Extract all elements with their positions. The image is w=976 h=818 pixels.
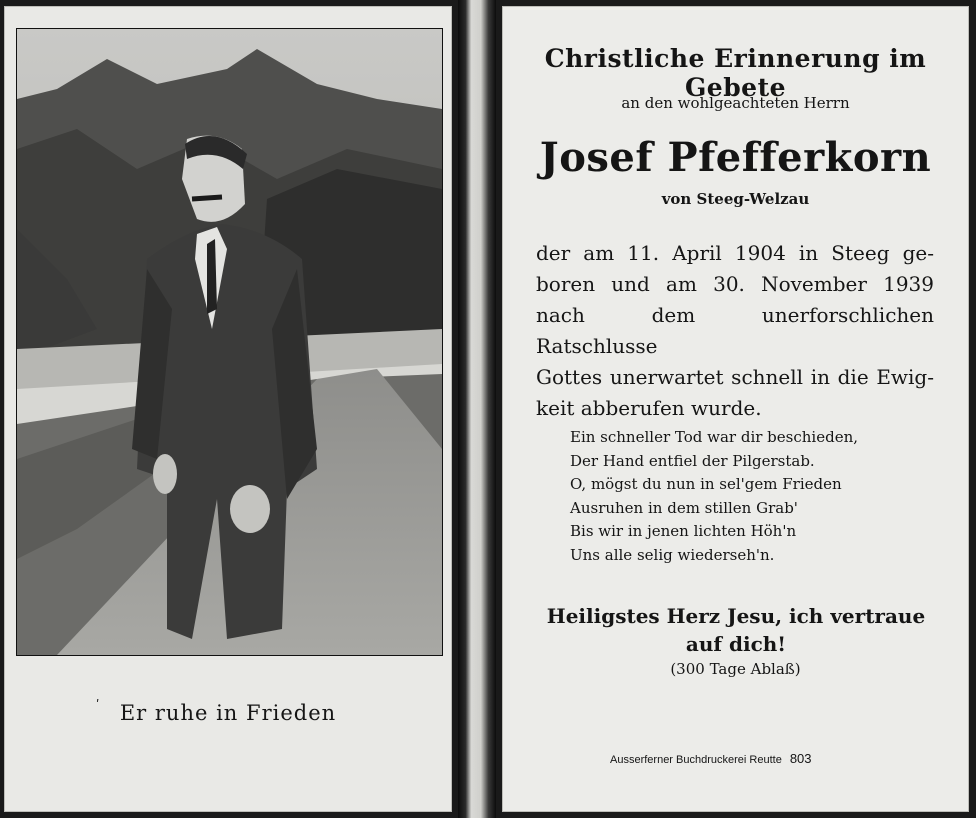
prayer <box>536 602 936 658</box>
stray-mark: ʹ <box>96 698 100 712</box>
indulgence-note: (300 Tage Ablaß) <box>670 660 801 678</box>
memorial-poem <box>570 426 858 568</box>
deceased-origin: von Steeg-Welzau <box>661 190 810 208</box>
prayer-line: Heiligstes Herz Jesu, ich vertraue <box>546 604 926 628</box>
poem-line: Uns alle selig wiederseh'n. <box>570 545 775 564</box>
dedication-line: an den wohlgeachteten Herrn <box>621 94 850 112</box>
printer-name: Ausserferner Buchdruckerei Reutte <box>610 754 782 766</box>
bio-line: keit abberufen wurde. <box>536 396 762 420</box>
deceased-name: Josef Pfefferkorn <box>539 134 932 181</box>
card-fold-gutter <box>458 0 496 818</box>
prayer-line: auf dich! <box>685 632 787 656</box>
poem-line: Ein schneller Tod war dir beschieden, <box>570 428 859 446</box>
bio-line: der am 11. April 1904 in Steeg ge- <box>536 241 934 265</box>
poem-line: Bis wir in jenen lichten Höh'n <box>570 522 797 541</box>
caption-rest-in-peace: Er ruhe in Frieden <box>119 701 337 725</box>
poem-line: O, mögst du nun in sel'gem Frieden <box>570 475 842 494</box>
printer-imprint <box>610 751 812 766</box>
biography-paragraph <box>536 238 934 424</box>
poem-line: Der Hand entfiel der Pilgerstab. <box>570 451 815 470</box>
memorial-text-card <box>502 6 969 812</box>
print-number: 803 <box>789 751 812 766</box>
poem-line: Ausruhen in dem stillen Grab' <box>570 498 798 517</box>
card-title: Christliche Erinnerung im Gebete <box>544 44 927 102</box>
memorial-photo-card <box>4 6 452 812</box>
bio-line: nach dem unerforschlichen Ratschlusse <box>536 303 934 358</box>
portrait-photo-image <box>17 29 442 655</box>
bio-line: Gottes unerwartet schnell in die Ewig- <box>536 365 934 389</box>
bio-line: boren und am 30. November 1939 <box>536 272 934 296</box>
portrait-photo <box>16 28 443 656</box>
